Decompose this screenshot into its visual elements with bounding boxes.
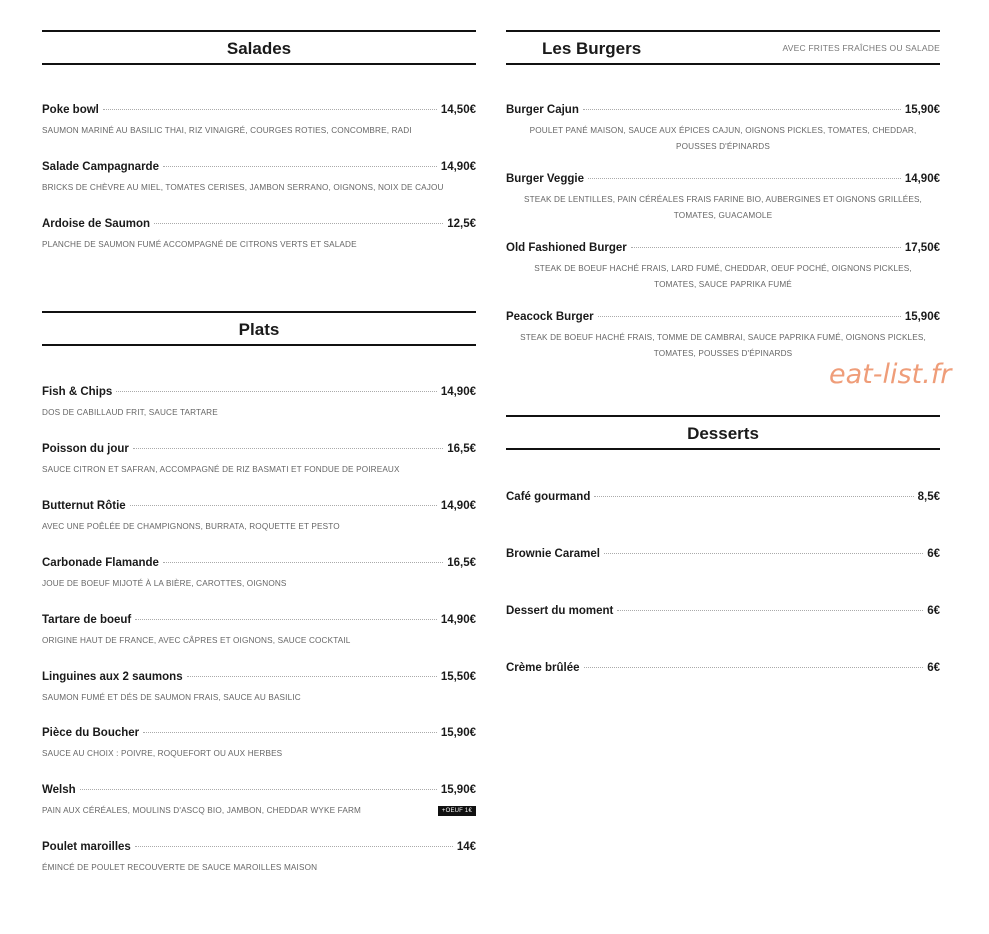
item-name: Carbonade Flamande [42,557,159,569]
item-name: Butternut Rôtie [42,500,126,512]
menu-item [42,104,476,139]
menu-item [42,161,476,196]
menu-item [42,443,476,478]
menu-item [42,614,476,649]
item-price: 8,5€ [917,491,940,503]
item-price: 14,90€ [440,614,476,626]
menu-item [42,500,476,535]
item-description: STEAK DE BOEUF HACHÉ FRAIS, LARD FUMÉ, CHEDDAR, OEUF POCHÉ, OIGNONS PICKLES, TOMATES, SAUCE PAPRIKA FUMÉ [534,264,912,289]
plats-header [42,311,476,346]
item-name: Salade Campagnarde [42,161,159,173]
item-price: 12,5€ [447,218,476,230]
item-price: 15,90€ [440,784,476,796]
item-name: Fish & Chips [42,386,113,398]
item-name: Café gourmand [506,491,591,503]
dot-leader [187,676,437,677]
watermark: eat-list.fr [829,359,952,390]
item-name: Ardoise de Saumon [42,218,150,230]
menu-item [506,104,940,154]
dot-leader [598,316,901,317]
item-description: AVEC UNE POÊLÉE DE CHAMPIGNONS, BURRATA, ROQUETTE ET PESTO [42,522,340,531]
item-name: Peacock Burger [506,311,594,323]
item-name: Burger Veggie [506,173,584,185]
dot-leader [631,247,901,248]
menu-item [506,605,940,621]
burgers-note: AVEC FRITES FRAÎCHES OU SALADE [782,43,940,53]
item-name: Pièce du Boucher [42,727,140,739]
extra-option-badge: +OEUF 1€ [438,806,476,816]
item-price: 16,5€ [447,443,476,455]
item-name: Old Fashioned Burger [506,242,627,254]
dot-leader [617,610,923,611]
dot-leader [583,109,901,110]
dot-leader [133,448,443,449]
item-price: 17,50€ [904,242,940,254]
item-description: SAUCE AU CHOIX : POIVRE, ROQUEFORT OU AUX HERBES [42,749,283,758]
item-price: 6€ [927,662,940,674]
menu-item [506,548,940,564]
item-price: 15,50€ [440,671,476,683]
dot-leader [130,505,437,506]
item-description: PLANCHE DE SAUMON FUMÉ ACCOMPAGNÉ DE CITRONS VERTS ET SALADE [42,240,357,249]
dot-leader [588,178,901,179]
dot-leader [594,496,913,497]
item-name: Dessert du moment [506,605,614,617]
dot-leader [80,789,437,790]
menu-item [42,784,476,819]
menu-item [42,218,476,253]
item-description: ORIGINE HAUT DE FRANCE, AVEC CÂPRES ET OIGNONS, SAUCE COCKTAIL [42,636,351,645]
salades-header [42,30,476,65]
item-price: 16,5€ [447,557,476,569]
item-description: DOS DE CABILLAUD FRIT, SAUCE TARTARE [42,408,218,417]
menu-item [42,841,476,876]
menu-item [42,671,476,706]
item-description: STEAK DE BOEUF HACHÉ FRAIS, TOMME DE CAMBRAI, SAUCE PAPRIKA FUMÉ, OIGNONS PICKLES, TOMATES, POUSSES D'ÉPINARDS [520,333,926,358]
item-price: 15,90€ [904,311,940,323]
menu-item [506,311,940,361]
dot-leader [116,391,437,392]
menu-item [506,242,940,292]
item-description: SAUMON MARINÉ AU BASILIC THAI, RIZ VINAIGRÉ, COURGES ROTIES, CONCOMBRE, RADI [42,126,412,135]
item-price: 15,90€ [440,727,476,739]
menu-item [42,727,476,762]
salades-title: Salades [226,39,292,58]
dot-leader [103,109,437,110]
item-name: Burger Cajun [506,104,579,116]
menu-item [42,386,476,421]
item-price: 14,90€ [440,161,476,173]
item-name: Brownie Caramel [506,548,600,560]
dot-leader [154,223,443,224]
item-price: 15,90€ [904,104,940,116]
dot-leader [604,553,923,554]
menu-item [506,662,940,678]
item-name: Poke bowl [42,104,99,116]
item-description: ÉMINCÉ DE POULET RECOUVERTE DE SAUCE MAROILLES MAISON [42,863,318,872]
desserts-title: Desserts [687,424,759,443]
item-name: Crème brûlée [506,662,580,674]
item-price: 14,90€ [440,386,476,398]
item-price: 6€ [927,548,940,560]
item-name: Tartare de boeuf [42,614,132,626]
dot-leader [584,667,924,668]
item-description: JOUE DE BOEUF MIJOTÉ À LA BIÈRE, CAROTTES, OIGNONS [42,579,287,588]
dot-leader [163,562,443,563]
item-description: PAIN AUX CÉRÉALES, MOULINS D'ASCQ BIO, JAMBON, CHEDDAR WYKE FARM [42,806,362,815]
desserts-header [506,415,940,450]
menu-item [42,557,476,592]
item-description: SAUMON FUMÉ ET DÉS DE SAUMON FRAIS, SAUCE AU BASILIC [42,693,301,702]
dot-leader [135,619,437,620]
item-description: BRICKS DE CHÈVRE AU MIEL, TOMATES CERISES, JAMBON SERRANO, OIGNONS, NOIX DE CAJOU [42,183,444,192]
item-description: SAUCE CITRON ET SAFRAN, ACCOMPAGNÉ DE RIZ BASMATI ET FONDUE DE POIREAUX [42,465,400,474]
dot-leader [143,732,437,733]
item-name: Poulet maroilles [42,841,131,853]
dot-leader [163,166,437,167]
menu-item [506,173,940,223]
item-description: POULET PANÉ MAISON, SAUCE AUX ÉPICES CAJUN, OIGNONS PICKLES, TOMATES, CHEDDAR, POUSSES D'ÉPINARDS [529,126,917,151]
burgers-header [506,30,940,65]
item-price: 14€ [456,841,476,853]
item-name: Poisson du jour [42,443,129,455]
item-name: Welsh [42,784,76,796]
dot-leader [135,846,453,847]
item-price: 14,50€ [440,104,476,116]
plats-title: Plats [238,320,280,339]
item-price: 6€ [927,605,940,617]
item-price: 14,90€ [440,500,476,512]
item-description: STEAK DE LENTILLES, PAIN CÉRÉALES FRAIS FARINE BIO, AUBERGINES ET OIGNONS GRILLÉES, TOMATES, GUACAMOLE [524,195,922,220]
burgers-title: Les Burgers [542,39,642,58]
item-price: 14,90€ [904,173,940,185]
menu-item [506,491,940,507]
item-name: Linguines aux 2 saumons [42,671,183,683]
